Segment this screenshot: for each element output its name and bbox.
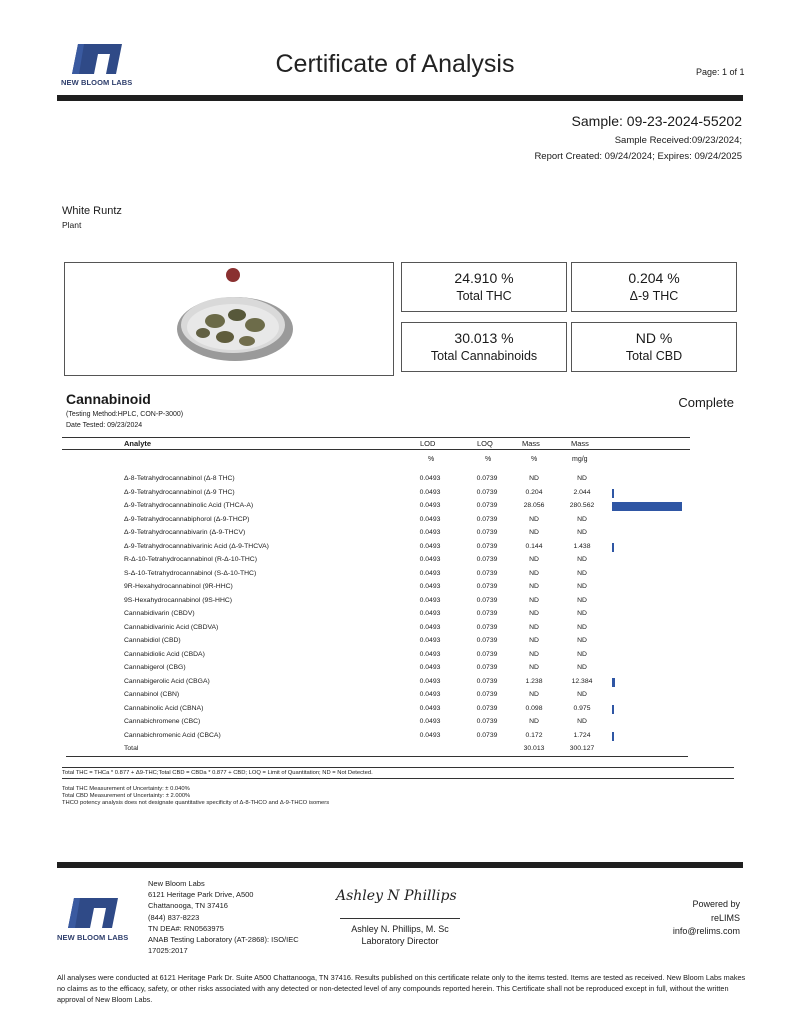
total-cannabinoids-label: Total Cannabinoids [430, 349, 538, 363]
analyte-mass-pct: ND [529, 664, 539, 671]
analyte-lod: 0.0493 [419, 583, 441, 590]
analyte-lod: 0.0493 [419, 542, 441, 550]
signature-line [340, 918, 460, 919]
sample-id: Sample: 09-23-2024-55202 [571, 113, 742, 129]
analyte-name: Δ-9-Tetrahydrocannabiphorol (Δ-9-THCP) [124, 515, 250, 523]
product-type: Plant [62, 220, 82, 230]
analyte-loq: 0.0739 [476, 718, 498, 725]
total-row [62, 743, 690, 757]
analyte-lod: 0.0493 [419, 623, 441, 631]
d9-thc-label: Δ-9 THC [629, 289, 679, 303]
analyte-bar [612, 732, 614, 741]
analyte-loq: 0.0739 [476, 664, 498, 671]
address-line: (844) 837-8223 [148, 912, 200, 922]
table-row [62, 662, 690, 676]
section-title: Cannabinoid [66, 391, 151, 407]
table-row [62, 527, 690, 541]
analyte-loq: 0.0739 [476, 583, 498, 590]
analyte-name: Cannabidivarinic Acid (CBDVA) [124, 623, 219, 631]
total-mg: 300.127 [569, 745, 595, 752]
table-row [62, 649, 690, 663]
analyte-name: S-Δ-10-Tetrahydrocannabinol (S-Δ-10-THC) [124, 569, 257, 577]
table-row [62, 487, 690, 501]
analyte-mass-pct: 0.172 [525, 731, 543, 739]
analyte-mass-pct: ND [529, 691, 539, 698]
unit-lod: % [428, 456, 435, 463]
total-thc-label: Total THC [456, 289, 512, 303]
table-row [62, 703, 690, 717]
analyte-mass-pct: 0.098 [525, 704, 543, 712]
powered-by [673, 898, 740, 939]
analyte-mass-mg: ND [577, 623, 587, 631]
analyte-lod: 0.0493 [419, 529, 441, 536]
date-tested: Date Tested: 09/23/2024 [66, 422, 143, 429]
signature: Ashley N Phillips [336, 888, 457, 904]
total-cbd-label: Total CBD [625, 349, 683, 363]
analyte-bar [612, 502, 682, 511]
analyte-name: Cannabinolic Acid (CBNA) [124, 704, 204, 712]
col-mass-mg: Mass [571, 439, 589, 448]
analyte-name: Δ-9-Tetrahydrocannabinolic Acid (THCA-A) [124, 502, 254, 509]
analyte-mass-pct: ND [529, 556, 539, 563]
page-title: Certificate of Analysis [275, 50, 515, 78]
status-badge: Complete [678, 395, 734, 410]
analyte-mass-pct: 0.144 [525, 542, 543, 550]
analyte-lod: 0.0493 [419, 475, 441, 482]
footnote-thc-uncertainty: Total THC Measurement of Uncertainty: ± 0.040% [62, 786, 190, 792]
analyte-lod: 0.0493 [419, 691, 441, 698]
footer-logo-icon [64, 894, 122, 930]
table-row [62, 581, 690, 595]
table-row [62, 554, 690, 568]
analyte-lod: 0.0493 [419, 515, 441, 523]
footer-rule [57, 862, 743, 868]
analyte-lod: 0.0493 [419, 502, 441, 509]
analyte-name: 9R-Hexahydrocannabinol (9R-HHC) [124, 583, 233, 590]
analyte-mass-mg: ND [577, 569, 587, 577]
table-row [62, 676, 690, 690]
footnote-cbd-uncertainty: Total CBD Measurement of Uncertainty: ± 2.000% [62, 793, 191, 799]
total-cannabinoids-value: 30.013 % [454, 330, 514, 346]
page-number: Page: 1 of 1 [696, 67, 745, 77]
total-cbd-value: ND % [635, 330, 673, 346]
analyte-mass-mg: 2.044 [573, 488, 591, 496]
analyte-loq: 0.0739 [476, 731, 498, 739]
unit-mass-pct: % [531, 456, 538, 463]
analyte-mass-pct: ND [529, 610, 539, 617]
analyte-name: Cannabichromene (CBC) [124, 718, 201, 725]
table-row [62, 689, 690, 703]
analyte-mass-mg: ND [577, 515, 587, 523]
lab-address [148, 878, 299, 956]
address-line: 17025:2017 [148, 946, 188, 956]
table-row [62, 473, 690, 487]
analyte-loq: 0.0739 [476, 542, 498, 550]
col-lod: LOD [420, 439, 436, 448]
table-top-rule [62, 437, 690, 438]
analyte-name: Δ-8-Tetrahydrocannabinol (Δ-8 THC) [124, 475, 235, 482]
analyte-name: Cannabigerol (CBG) [124, 664, 186, 671]
analyte-mass-pct: 28.056 [523, 502, 545, 509]
analyte-name: Cannabichromenic Acid (CBCA) [124, 731, 221, 739]
analyte-name: Cannabidivarin (CBDV) [124, 610, 195, 617]
analyte-mass-mg: ND [577, 664, 587, 671]
footnote-rule-top [62, 767, 734, 768]
table-row [62, 514, 690, 528]
analyte-name: Cannabidiol (CBD) [124, 637, 181, 644]
table-bottom-rule [66, 756, 688, 757]
total-cbd-box [571, 322, 737, 372]
sample-photo [64, 262, 394, 376]
analyte-name: Cannabidiolic Acid (CBDA) [124, 650, 205, 658]
analyte-loq: 0.0739 [476, 610, 498, 617]
analyte-mass-mg: ND [577, 637, 587, 644]
analyte-loq: 0.0739 [476, 502, 498, 509]
col-mass-pct: Mass [522, 439, 540, 448]
footer-logo-text: NEW BLOOM LABS [57, 933, 129, 942]
analyte-loq: 0.0739 [476, 677, 498, 685]
testing-method: (Testing Method:HPLC, CON-P-3000) [66, 411, 184, 418]
analyte-mass-mg: 1.724 [573, 731, 591, 739]
analyte-mass-pct: ND [529, 650, 539, 658]
analyte-loq: 0.0739 [476, 515, 498, 523]
unit-mass-mg: mg/g [572, 456, 588, 463]
total-thc-box [401, 262, 567, 312]
analyte-loq: 0.0739 [476, 529, 498, 536]
analyte-mass-mg: ND [577, 556, 587, 563]
table-row [62, 500, 690, 514]
table-row [62, 568, 690, 582]
total-cannabinoids-box [401, 322, 567, 372]
table-header-rule [62, 449, 690, 450]
col-analyte: Analyte [124, 439, 152, 448]
analyte-loq: 0.0739 [476, 596, 498, 604]
disclaimer: All analyses were conducted at 6121 Heritage Park Dr. Suite A500 Chattanooga, TN 37416. Results published on this certificate relate only to the items tested. Items are tested as received. New Bloom Labs makes no claims as to the efficacy, safety, or other risks associated with any detected or non-detected level of any compounds reported herein. This Certificate shall not be reproduced except in full, without the written approval of New Bloom Labs. [57, 973, 746, 1004]
analyte-mass-pct: ND [529, 596, 539, 604]
address-line: Chattanooga, TN 37416 [148, 901, 228, 911]
lab-logo-text: NEW BLOOM LABS [61, 78, 133, 87]
analyte-lod: 0.0493 [419, 650, 441, 658]
powered-by-name: reLIMS [710, 912, 740, 923]
analyte-loq: 0.0739 [476, 637, 498, 644]
d9-thc-box [571, 262, 737, 312]
analyte-lod: 0.0493 [419, 596, 441, 604]
table-row [62, 595, 690, 609]
analyte-lod: 0.0493 [419, 637, 441, 644]
analyte-name: Δ-9-Tetrahydrocannabivarinic Acid (Δ-9-THCVA) [124, 542, 269, 550]
analyte-mass-pct: ND [529, 529, 539, 536]
analyte-mass-pct: ND [529, 583, 539, 590]
col-loq: LOQ [477, 439, 493, 448]
address-line: ANAB Testing Laboratory (AT-2868): ISO/IEC [148, 935, 299, 945]
analyte-lod: 0.0493 [419, 677, 441, 685]
analyte-lod: 0.0493 [419, 488, 441, 496]
analyte-mass-mg: ND [577, 610, 587, 617]
footnote-rule-bottom [62, 778, 734, 779]
analyte-name: Δ-9-Tetrahydrocannabivarin (Δ-9-THCV) [124, 529, 246, 536]
analyte-lod: 0.0493 [419, 664, 441, 671]
analyte-mass-mg: ND [577, 596, 587, 604]
analyte-lod: 0.0493 [419, 569, 441, 577]
signer-name: Ashley N. Phillips, M. Sc [351, 924, 449, 934]
analyte-loq: 0.0739 [476, 475, 498, 482]
analyte-loq: 0.0739 [476, 488, 498, 496]
address-line: 6121 Heritage Park Drive, A500 [148, 890, 254, 900]
total-thc-value: 24.910 % [454, 270, 514, 286]
analyte-mass-mg: 1.438 [573, 542, 591, 550]
analyte-mass-pct: 0.204 [525, 488, 543, 496]
product-name: White Runtz [62, 205, 122, 217]
analyte-lod: 0.0493 [419, 610, 441, 617]
footnote-definitions: Total THC = THCa * 0.877 + Δ9-THC;Total CBD = CBDa * 0.877 + CBD; LOQ = Limit of Quantitation; ND = Not Detected. [62, 770, 373, 776]
analyte-mass-pct: 1.238 [525, 677, 543, 685]
analyte-mass-pct: ND [529, 569, 539, 577]
analyte-lod: 0.0493 [419, 556, 441, 563]
analyte-mass-mg: ND [577, 475, 587, 482]
sample-received: Sample Received:09/23/2024; [614, 135, 742, 146]
analyte-mass-mg: 0.975 [573, 704, 591, 712]
analyte-loq: 0.0739 [476, 569, 498, 577]
report-dates: Report Created: 09/24/2024; Expires: 09/24/2025 [534, 151, 742, 162]
analyte-name: Cannabinol (CBN) [124, 691, 180, 698]
analyte-loq: 0.0739 [476, 623, 498, 631]
table-row [62, 716, 690, 730]
analyte-name: R-Δ-10-Tetrahydrocannabinol (R-Δ-10-THC) [124, 556, 257, 563]
analyte-mass-mg: ND [577, 529, 587, 536]
analyte-bar [612, 489, 614, 498]
table-row [62, 608, 690, 622]
analyte-name: Cannabigerolic Acid (CBGA) [124, 677, 210, 685]
analyte-lod: 0.0493 [419, 731, 441, 739]
analyte-loq: 0.0739 [476, 704, 498, 712]
analyte-name: Δ-9-Tetrahydrocannabinol (Δ-9 THC) [124, 488, 235, 496]
table-row [62, 635, 690, 649]
analyte-mass-pct: ND [529, 637, 539, 644]
analyte-bar [612, 678, 615, 687]
table-row [62, 541, 690, 555]
signer-role: Laboratory Director [361, 936, 439, 946]
analyte-loq: 0.0739 [476, 556, 498, 563]
d9-thc-value: 0.204 % [628, 270, 680, 286]
analyte-loq: 0.0739 [476, 650, 498, 658]
powered-by-email[interactable]: info@relims.com [672, 926, 740, 936]
footnote-thco: THCO potency analysis does not designate quantitative specificity of Δ-8-THCO and Δ-9-THCO isomers [62, 800, 330, 806]
address-line: New Bloom Labs [148, 879, 205, 888]
total-label: Total [124, 745, 139, 752]
table-row [62, 622, 690, 636]
analyte-mass-mg: 280.562 [569, 502, 595, 509]
address-line: TN DEA#: RN0563975 [148, 923, 224, 933]
analyte-mass-pct: ND [529, 515, 539, 523]
analyte-bar [612, 543, 614, 552]
analyte-mass-mg: ND [577, 650, 587, 658]
total-pct: 30.013 [523, 745, 545, 752]
analyte-name: 9S-Hexahydrocannabinol (9S-HHC) [124, 596, 233, 604]
analyte-bar [612, 705, 614, 714]
analyte-mass-mg: ND [577, 691, 587, 698]
powered-by-label: Powered by [692, 899, 740, 909]
analyte-mass-pct: ND [529, 623, 539, 631]
analyte-mass-mg: ND [577, 718, 587, 725]
table-row [62, 730, 690, 744]
analyte-loq: 0.0739 [476, 691, 498, 698]
analyte-mass-mg: ND [577, 583, 587, 590]
analyte-mass-pct: ND [529, 475, 539, 482]
header-rule [57, 95, 743, 101]
analyte-mass-mg: 12.384 [571, 677, 593, 685]
analyte-lod: 0.0493 [419, 718, 441, 725]
unit-loq: % [485, 456, 492, 463]
analyte-mass-pct: ND [529, 718, 539, 725]
analyte-lod: 0.0493 [419, 704, 441, 712]
